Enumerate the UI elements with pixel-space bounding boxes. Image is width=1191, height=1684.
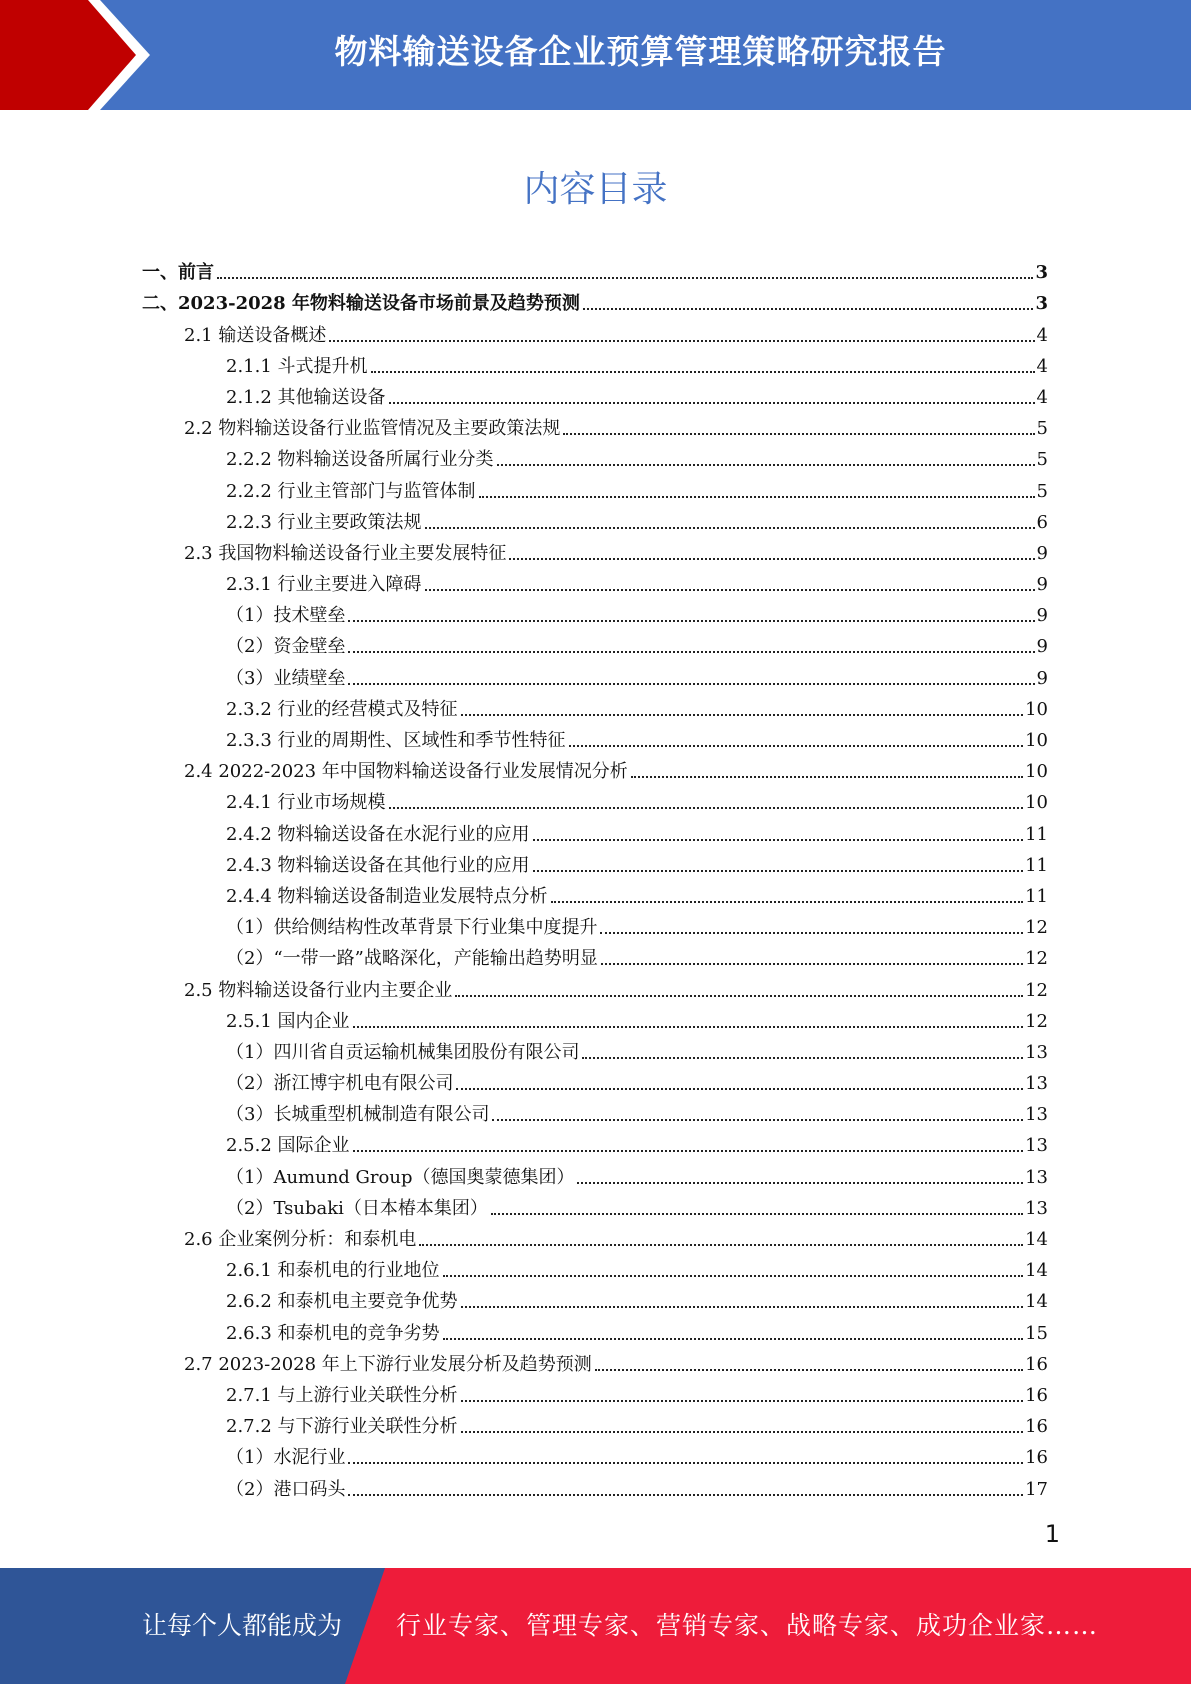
toc-entry-label: 2.3.2 行业的经营模式及特征 (226, 698, 458, 720)
toc-dot-leader (600, 931, 1023, 934)
toc-entry-page: 12 (1025, 1010, 1048, 1032)
toc-entry-label: 2.2 物料输送设备行业监管情况及主要政策法规 (184, 418, 561, 440)
toc-entry-page: 14 (1025, 1291, 1048, 1313)
toc-entry-label: （2）资金壁垒 (226, 636, 346, 658)
toc-entry-page: 12 (1025, 917, 1048, 939)
toc-entry-page: 17 (1025, 1478, 1048, 1500)
toc-entry-page: 10 (1025, 698, 1048, 720)
toc-dot-leader (348, 1461, 1023, 1464)
toc-entry[interactable] (142, 877, 1048, 908)
toc-entry-page: 14 (1025, 1260, 1048, 1282)
toc-entry-label: 2.6.3 和泰机电的竞争劣势 (226, 1322, 440, 1344)
toc-dot-leader (461, 1305, 1024, 1308)
toc-entry-page: 13 (1025, 1197, 1048, 1219)
toc-entry[interactable] (142, 596, 1048, 627)
footer-slogan-right: 行业专家、管理专家、营销专家、战略专家、成功企业家…… (396, 1611, 1099, 1640)
toc-entry[interactable] (142, 1282, 1048, 1313)
toc-entry-page: 12 (1025, 948, 1048, 970)
toc-entry-page: 9 (1036, 542, 1048, 564)
toc-entry[interactable] (142, 565, 1048, 596)
toc-dot-leader (443, 1274, 1024, 1277)
toc-entry[interactable] (142, 253, 1048, 284)
toc-entry[interactable] (142, 690, 1048, 721)
toc-entry-label: （1）水泥行业 (226, 1447, 346, 1469)
toc-entry-page: 11 (1025, 854, 1048, 876)
toc-dot-leader (353, 1149, 1024, 1152)
toc-entry[interactable] (142, 378, 1048, 409)
toc-entry-page: 9 (1036, 574, 1048, 596)
toc-entry-page: 16 (1025, 1353, 1048, 1375)
header-banner (0, 0, 1191, 110)
toc-dot-leader (389, 806, 1024, 809)
toc-entry[interactable] (142, 908, 1048, 939)
toc-entry[interactable] (142, 1251, 1048, 1282)
toc-entry-page: 13 (1025, 1166, 1048, 1188)
toc-entry-page: 15 (1025, 1322, 1048, 1344)
toc-entry-page: 16 (1025, 1447, 1048, 1469)
toc-entry-label: 2.5 物料输送设备行业内主要企业 (184, 979, 453, 1001)
toc-entry-label: 2.1.2 其他输送设备 (226, 386, 386, 408)
toc-dot-leader (329, 339, 1034, 342)
toc-entry-label: 2.3 我国物料输送设备行业主要发展特征 (184, 542, 507, 564)
toc-entry-label: 2.4.4 物料输送设备制造业发展特点分析 (226, 885, 548, 907)
toc-entry-label: （1）四川省自贡运输机械集团股份有限公司 (226, 1041, 580, 1063)
toc-dot-leader (348, 1493, 1023, 1496)
toc-entry-label: 2.6.1 和泰机电的行业地位 (226, 1260, 440, 1282)
toc-entry[interactable] (142, 752, 1048, 783)
header-arrow-icon (0, 0, 160, 110)
toc-dot-leader (551, 900, 1024, 903)
toc-dot-leader (533, 869, 1024, 872)
toc-entry[interactable] (142, 1033, 1048, 1064)
toc-entry[interactable] (142, 1313, 1048, 1344)
toc-dot-leader (577, 1181, 1023, 1184)
toc-entry-page: 5 (1036, 418, 1048, 440)
toc-entry[interactable] (142, 1064, 1048, 1095)
toc-entry[interactable] (142, 814, 1048, 845)
toc-dot-leader (491, 1212, 1023, 1215)
toc-entry[interactable] (142, 347, 1048, 378)
toc-entry[interactable] (142, 658, 1048, 689)
toc-entry-page: 10 (1025, 730, 1048, 751)
toc-entry-label: （1）技术壁垒 (226, 605, 346, 627)
toc-entry-page: 10 (1025, 761, 1048, 783)
toc-entry[interactable] (142, 1220, 1048, 1251)
toc-dot-leader (461, 713, 1024, 716)
toc-entry-label: 2.7.1 与上游行业关联性分析 (226, 1384, 458, 1406)
toc-entry-page: 13 (1025, 1104, 1048, 1126)
toc-dot-leader (601, 962, 1023, 965)
toc-entry-label: 2.6.2 和泰机电主要竞争优势 (226, 1291, 458, 1313)
toc-entry-page: 6 (1036, 511, 1048, 533)
toc-entry-label: 2.4.2 物料输送设备在水泥行业的应用 (226, 823, 530, 845)
toc-entry-label: 2.4.3 物料输送设备在其他行业的应用 (226, 854, 530, 876)
toc-entry[interactable] (142, 471, 1048, 502)
toc-entry-label: 2.7.2 与下游行业关联性分析 (226, 1416, 458, 1438)
toc-dot-leader (371, 370, 1035, 373)
toc-entry-page: 4 (1036, 324, 1048, 346)
toc-entry[interactable] (142, 721, 1048, 752)
footer-banner (0, 1568, 1191, 1684)
toc-entry-label: 2.1.1 斗式提升机 (226, 355, 368, 377)
toc-dot-leader (353, 1025, 1024, 1028)
toc-entry-label: 2.7 2023-2028 年上下游行业发展分析及趋势预测 (184, 1353, 592, 1375)
toc-entry-page: 14 (1025, 1229, 1048, 1250)
toc-dot-leader (348, 682, 1034, 685)
toc-entry-label: 2.4 2022-2023 年中国物料输送设备行业发展情况分析 (184, 761, 628, 783)
toc-entry-page: 3 (1035, 293, 1048, 315)
toc-entry[interactable] (142, 534, 1048, 565)
toc-heading: 内容目录 (523, 169, 668, 210)
toc-entry[interactable] (142, 315, 1048, 346)
toc-entry-label: 2.2.2 行业主管部门与监管体制 (226, 480, 476, 502)
toc-entry-label: （2）Tsubaki（日本椿本集团） (226, 1197, 488, 1219)
toc-dot-leader (348, 619, 1034, 622)
toc-entry-page: 13 (1025, 1041, 1048, 1063)
toc-entry[interactable] (142, 409, 1048, 440)
toc-dot-leader (595, 1368, 1023, 1371)
toc-entry-label: 2.3.3 行业的周期性、区域性和季节性特征 (226, 730, 566, 751)
page-number: 1 (1044, 1520, 1060, 1548)
toc-entry-label: （3）长城重型机械制造有限公司 (226, 1104, 490, 1126)
toc-dot-leader (425, 526, 1035, 529)
toc-entry[interactable] (142, 783, 1048, 814)
toc-entry[interactable] (142, 1002, 1048, 1033)
toc-entry-label: （3）业绩壁垒 (226, 667, 346, 689)
toc-entry-label: （1）Aumund Group（德国奥蒙德集团） (226, 1166, 575, 1188)
toc-entry-page: 12 (1025, 979, 1048, 1001)
toc-entry-label: （2）浙江博宇机电有限公司 (226, 1073, 454, 1095)
toc-entry[interactable] (142, 1345, 1048, 1376)
toc-dot-leader (425, 588, 1035, 591)
toc-dot-leader (569, 744, 1024, 747)
toc-entry-label: 2.2.2 物料输送设备所属行业分类 (226, 449, 494, 471)
toc-entry-label: 二、2023-2028 年物料输送设备市场前景及趋势预测 (142, 293, 580, 315)
toc-entry-page: 10 (1025, 792, 1048, 814)
toc-entry[interactable] (142, 1438, 1048, 1469)
toc-dot-leader (461, 1399, 1024, 1402)
toc-dot-leader (631, 775, 1023, 778)
toc-entry-label: （1）供给侧结构性改革背景下行业集中度提升 (226, 917, 598, 939)
toc-dot-leader (419, 1243, 1023, 1246)
toc-entry[interactable] (142, 503, 1048, 534)
toc-dot-leader (492, 1118, 1023, 1121)
toc-dot-leader (497, 463, 1035, 466)
footer-slogan-left: 让每个人都能成为 (142, 1611, 343, 1640)
toc-entry-page: 9 (1036, 667, 1048, 689)
toc-entry[interactable] (142, 846, 1048, 877)
toc-dot-leader (443, 1337, 1024, 1340)
toc-dot-leader (583, 307, 1034, 310)
toc-entry-page: 5 (1036, 480, 1048, 502)
toc-entry-label: （2）“一带一路”战略深化，产能输出趋势明显 (226, 948, 598, 970)
toc-entry-page: 3 (1035, 262, 1048, 284)
toc-entry[interactable] (142, 1376, 1048, 1407)
toc-entry-label: 2.5.1 国内企业 (226, 1010, 350, 1032)
toc-dot-leader (348, 650, 1034, 653)
toc-entry-page: 11 (1025, 885, 1048, 907)
toc-dot-leader (461, 1430, 1024, 1433)
toc-entry[interactable] (142, 284, 1048, 315)
toc-entry-page: 13 (1025, 1135, 1048, 1157)
toc-entry-page: 11 (1025, 823, 1048, 845)
toc-dot-leader (509, 557, 1034, 560)
toc-dot-leader (533, 838, 1024, 841)
toc-entry-label: 2.1 输送设备概述 (184, 324, 327, 346)
toc-entry-label: 2.4.1 行业市场规模 (226, 792, 386, 814)
toc-dot-leader (456, 1087, 1023, 1090)
toc-entry-page: 5 (1036, 449, 1048, 471)
toc-dot-leader (563, 432, 1034, 435)
toc-dot-leader (217, 276, 1033, 279)
toc-entry-page: 9 (1036, 605, 1048, 627)
toc-entry[interactable] (142, 970, 1048, 1001)
toc-entry-page: 4 (1036, 355, 1048, 377)
toc-dot-leader (582, 1056, 1023, 1059)
toc-entry-label: （2）港口码头 (226, 1478, 346, 1500)
toc-entry[interactable] (142, 1407, 1048, 1438)
toc-entry[interactable] (142, 1189, 1048, 1220)
toc-entry-label: 2.5.2 国际企业 (226, 1135, 350, 1157)
toc-entry-page: 13 (1025, 1073, 1048, 1095)
toc-entry-page: 9 (1036, 636, 1048, 658)
toc-entry[interactable] (142, 1126, 1048, 1157)
toc-dot-leader (455, 994, 1023, 997)
toc-entry-label: 一、前言 (142, 262, 214, 284)
toc-entry[interactable] (142, 627, 1048, 658)
toc-entry[interactable] (142, 939, 1048, 970)
toc-entry[interactable] (142, 1095, 1048, 1126)
toc-entry-page: 4 (1036, 386, 1048, 408)
toc-entry[interactable] (142, 1469, 1048, 1500)
toc-dot-leader (479, 495, 1035, 498)
toc-entry-label: 2.6 企业案例分析：和泰机电 (184, 1229, 417, 1250)
toc-dot-leader (389, 401, 1035, 404)
toc-entry-page: 16 (1025, 1416, 1048, 1438)
toc-entry-label: 2.3.1 行业主要进入障碍 (226, 574, 422, 596)
table-of-contents (142, 253, 1048, 1501)
report-title: 物料输送设备企业预算管理策略研究报告 (334, 32, 947, 71)
toc-entry[interactable] (142, 440, 1048, 471)
toc-entry-label: 2.2.3 行业主要政策法规 (226, 511, 422, 533)
toc-entry[interactable] (142, 1157, 1048, 1188)
toc-entry-page: 16 (1025, 1384, 1048, 1406)
